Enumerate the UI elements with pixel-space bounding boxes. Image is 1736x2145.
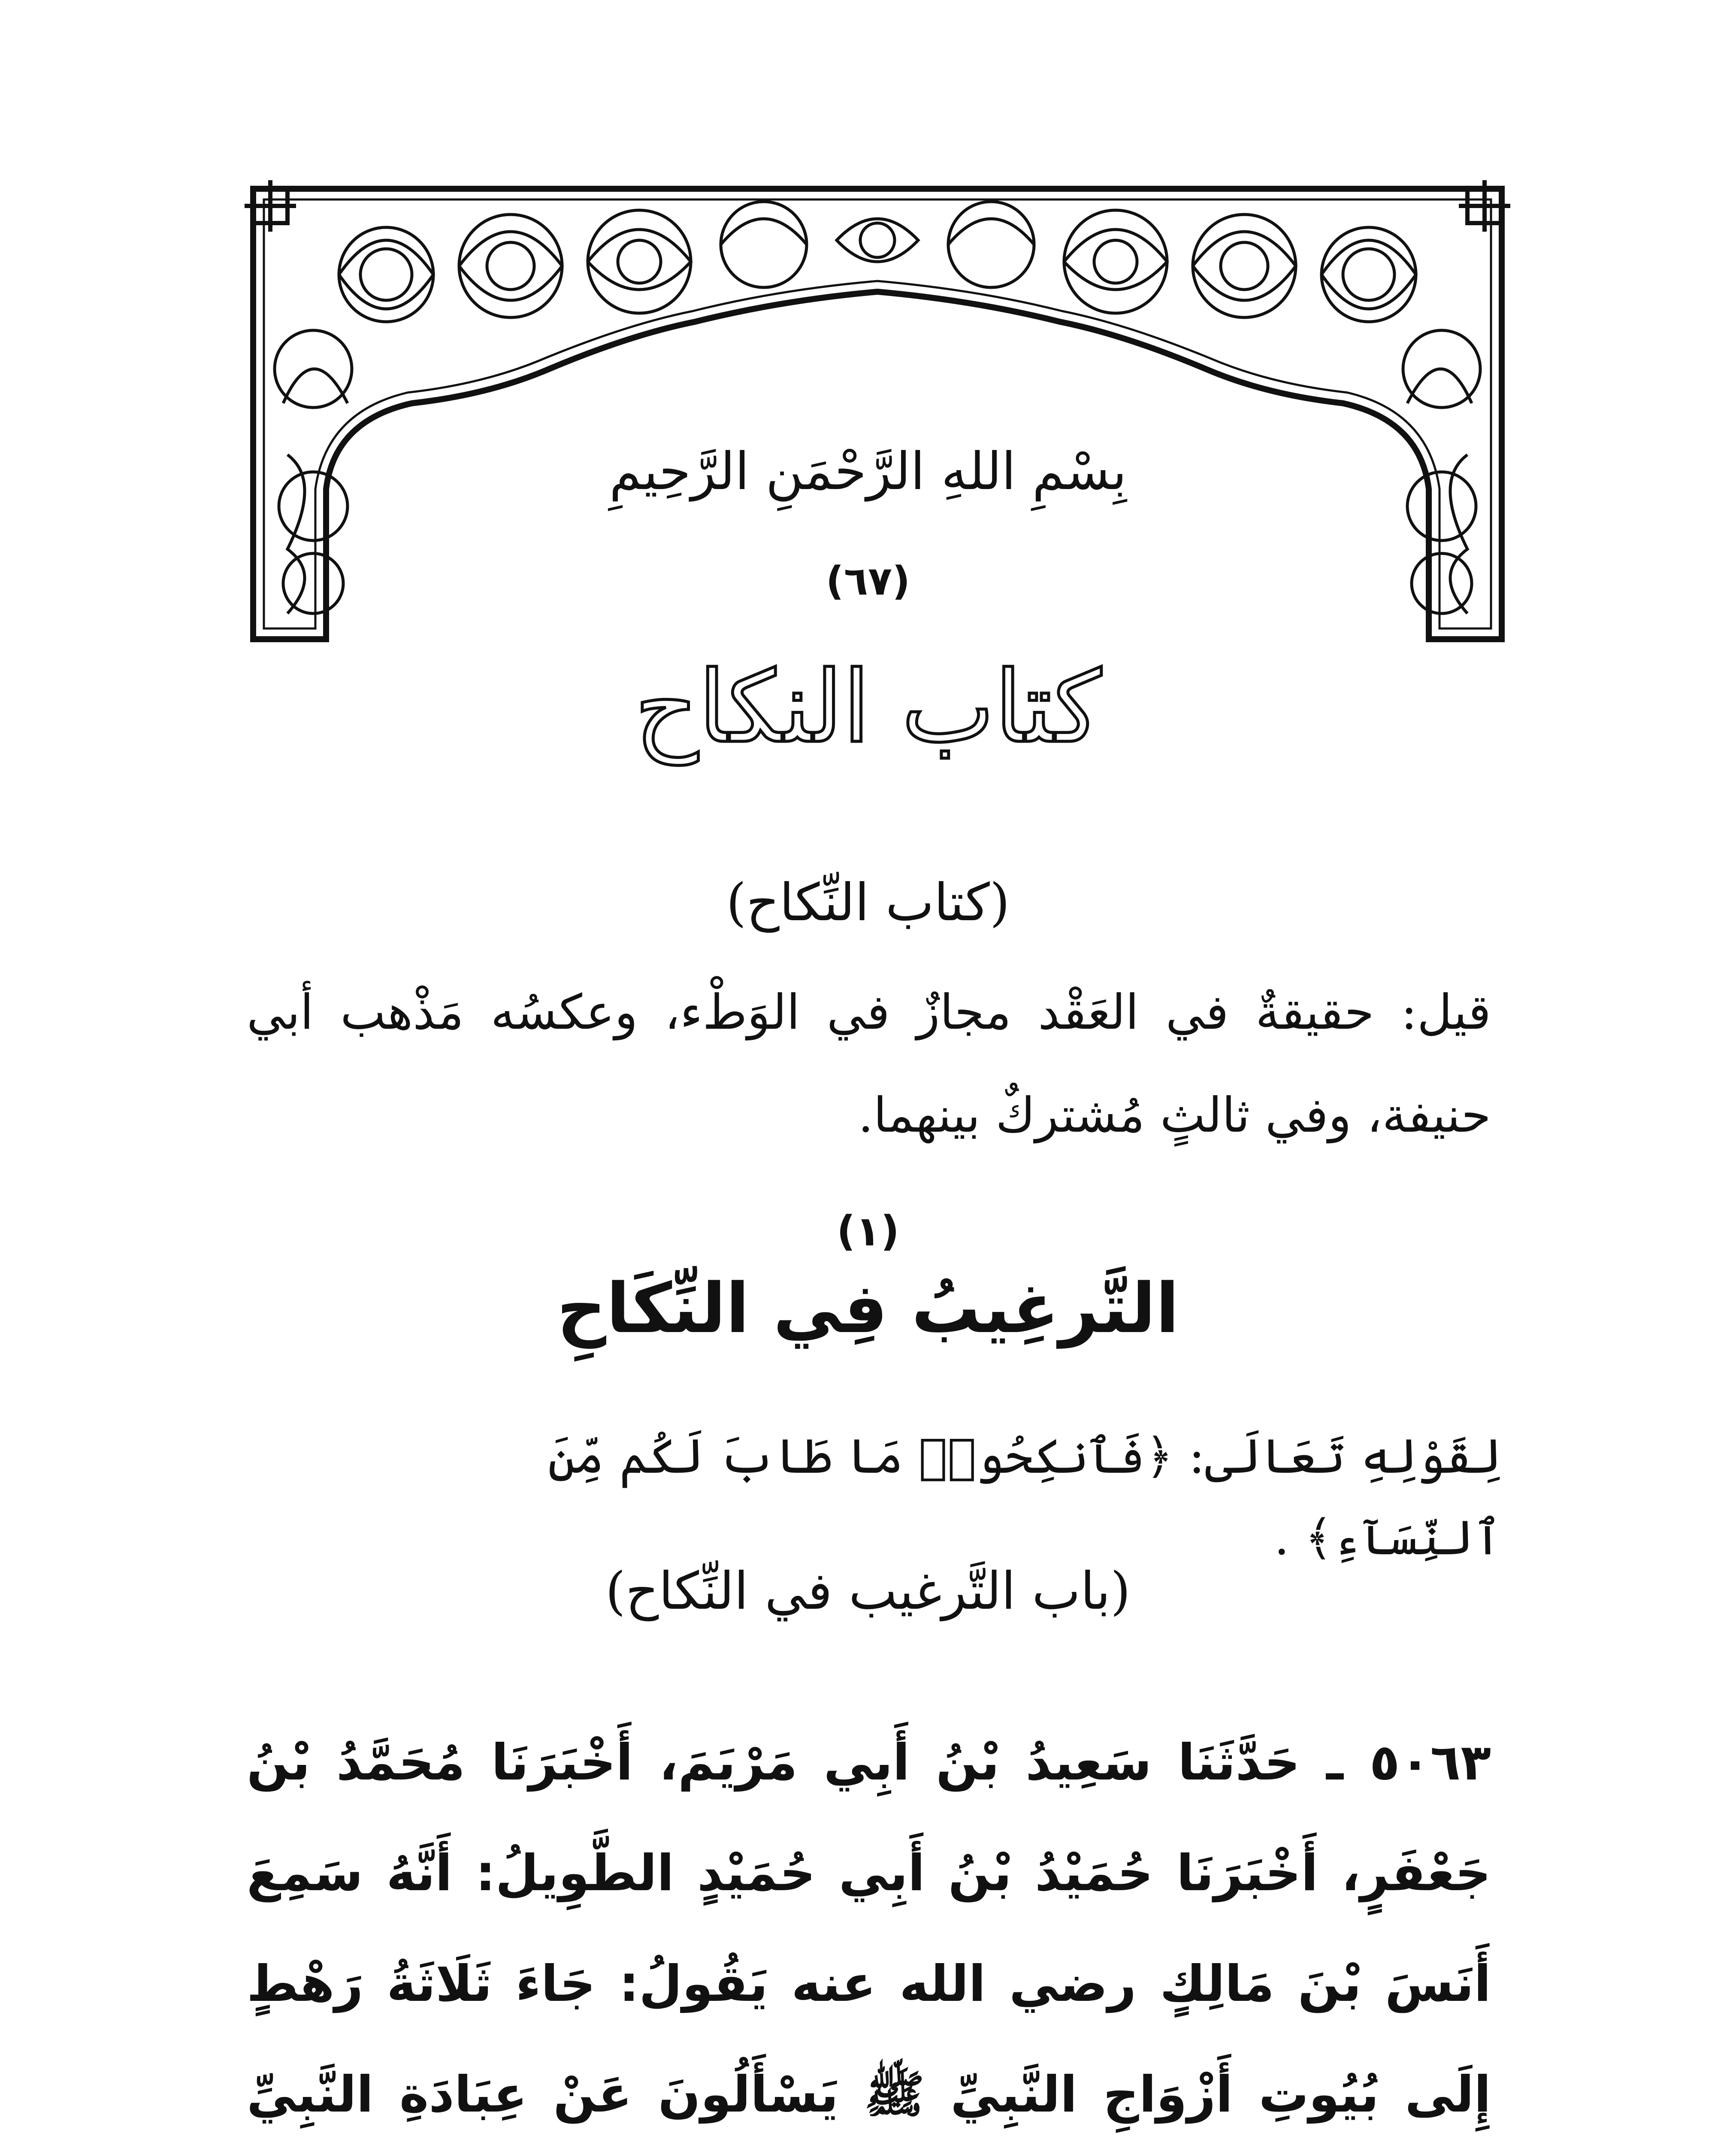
intro-paragraph: قيل: حقيقةٌ في العَقْد مجازٌ في الوَطْء، وعكسُه مَذْهب أبي حنيفة، وفي ثالثٍ مُشتركٌ بينهما.: [247, 985, 1491, 1143]
quran-citation: [515, 1416, 1502, 1566]
section-number: (١): [836, 1207, 900, 1255]
bab-heading: (باب التَّرغيب في النِّكاح): [605, 1562, 1131, 1621]
verse-close-bracket: ﴾: [1304, 1510, 1333, 1566]
book-title: كتاب النكاح: [635, 650, 1101, 765]
basmala: بِسْمِ اللهِ الرَّحْمَنِ الرَّحِيمِ: [609, 442, 1127, 502]
chapter-number: (٦٧): [826, 558, 910, 604]
verse-text: فَٱنكِحُوا۟ مَا طَابَ لَكُم مِّنَ ٱلنِّسَآءِ: [547, 1429, 1502, 1566]
section-title: التَّرغِيبُ فِي النِّكَاحِ: [556, 1268, 1180, 1348]
hadith-number: ٥٠٦٣ ـ: [1326, 1734, 1491, 1792]
hadith-body: حَدَّثَنَا سَعِيدُ بْنُ أَبِي مَرْيَمَ، أَخْبَرَنَا مُحَمَّدُ بْنُ جَعْفَرٍ، أَخْبَرَنَا حُمَيْدُ بْنُ أَبِي حُمَيْدٍ الطَّوِيلُ: أَنَّهُ سَمِعَ أَنَسَ بْنَ مَالِكٍ رضي الله عنه يَقُولُ: جَاءَ ثَلَاثَةُ رَهْطٍ إِلَى بُيُوتِ أَزْوَاجِ النَّبِيِّ ﷺ يَسْأَلُونَ عَنْ عِبَادَةِ النَّبِيِّ: [247, 1734, 1491, 2124]
hadith-text: [247, 1707, 1491, 2145]
intro-heading: (كتاب النِّكاح): [726, 873, 1010, 933]
verse-lead: لِقَوْلِهِ تَعَالَى:: [1189, 1429, 1502, 1484]
verse-end: .: [1274, 1510, 1290, 1566]
verse-open-bracket: ﴿: [1145, 1429, 1173, 1484]
